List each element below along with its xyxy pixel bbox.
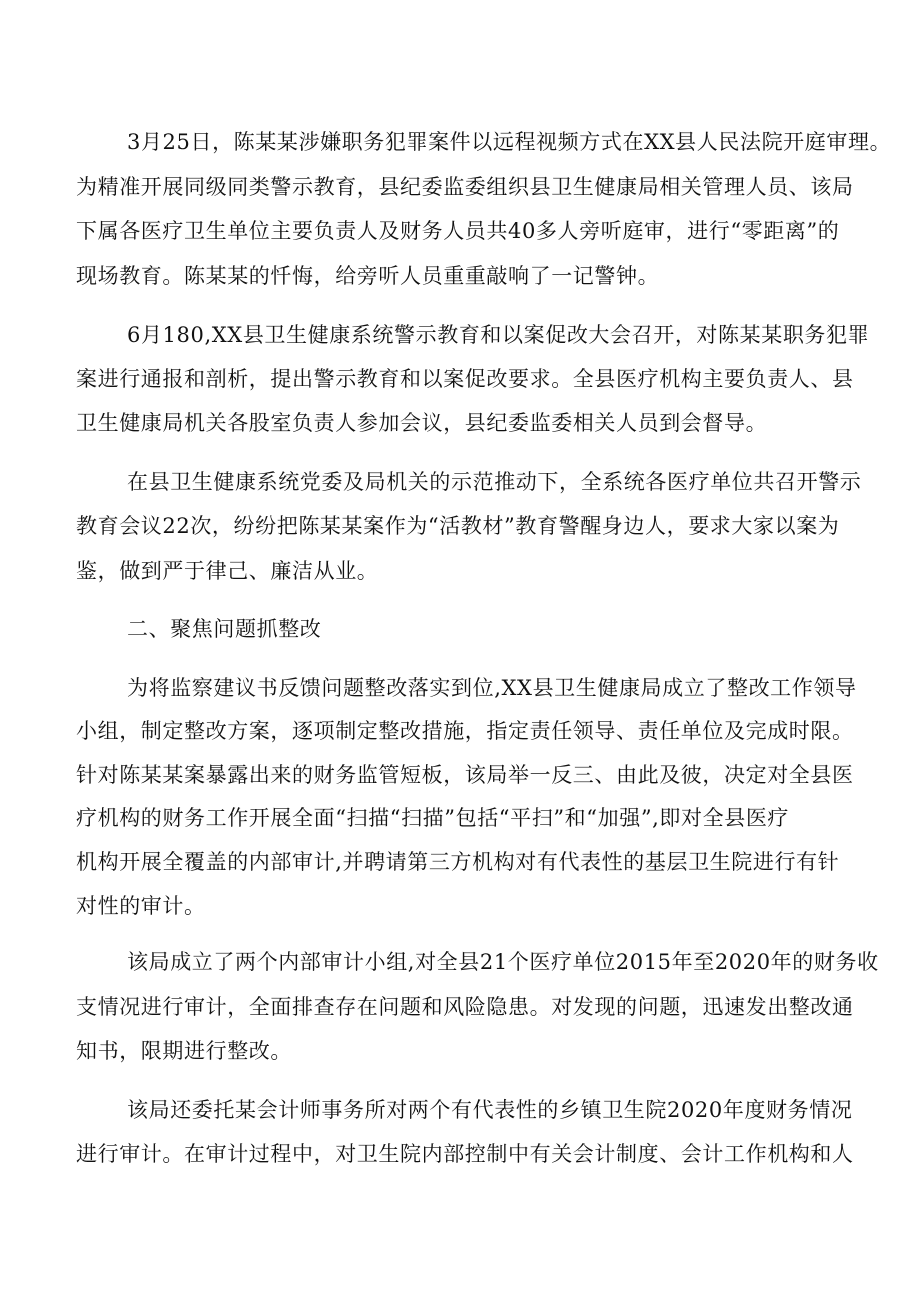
paragraph-1-line-1: 3月25日，陈某某涉嫌职务犯罪案件以远程视频方式在XX县人民法院开庭审理。	[127, 130, 892, 154]
paragraph-1-line-3: 下属各医疗卫生单位主要负责人及财务人员共40多人旁听庭审，进行“零距离”的	[76, 219, 840, 243]
paragraph-4-line-2: 小组，制定整改方案，逐项制定整改措施，指定责任领导、责任单位及完成时限。	[76, 719, 854, 743]
paragraph-4-line-5: 机构开展全覆盖的内部审计,并聘请第三方机构对有代表性的基层卫生院进行有针	[76, 850, 840, 874]
paragraph-2-line-3: 卫生健康局机关各股室负责人参加会议，县纪委监委相关人员到会督导。	[76, 411, 768, 435]
paragraph-2-line-1: 6月180,XX县卫生健康系统警示教育和以案促改大会召开，对陈某某职务犯罪	[127, 323, 870, 347]
paragraph-5-line-3: 知书，限期进行整改。	[76, 1039, 292, 1063]
paragraph-3-line-3: 鉴，做到严于律己、廉洁从业。	[76, 559, 379, 583]
paragraph-1-line-4: 现场教育。陈某某的忏悔，给旁听人员重重敲响了一记警钟。	[76, 264, 660, 288]
paragraph-3-line-1: 在县卫生健康系统党委及局机关的示范推动下，全系统各医疗单位共召开警示	[127, 470, 862, 494]
paragraph-4-line-6: 对性的审计。	[76, 894, 206, 918]
paragraph-4-line-3: 针对陈某某案暴露出来的财务监管短板，该局举一反三、由此及彼，决定对全县医	[76, 763, 854, 787]
paragraph-4-line-4: 疗机构的财务工作开展全面“扫描“扫描”包括“平扫”和“加强”,即对全县医疗	[76, 806, 790, 830]
paragraph-4-line-1: 为将监察建议书反馈问题整改落实到位,XX县卫生健康局成立了整改工作领导	[127, 676, 857, 700]
paragraph-6-line-2: 进行审计。在审计过程中，对卫生院内部控制中有关会计制度、会计工作机构和人	[76, 1142, 854, 1166]
paragraph-6-line-1: 该局还委托某会计师事务所对两个有代表性的乡镇卫生院2020年度财务情况	[127, 1098, 853, 1122]
paragraph-5-line-2: 支情况进行审计，全面排查存在问题和风险隐患。对发现的问题，迅速发出整改通	[76, 995, 854, 1019]
paragraph-3-line-2: 教育会议22次，纷纷把陈某某案作为“活教材”教育警醒身边人，要求大家以案为	[76, 514, 840, 538]
paragraph-1-line-2: 为精准开展同级同类警示教育，县纪委监委组织县卫生健康局相关管理人员、该局	[76, 175, 854, 199]
paragraph-2-line-2: 案进行通报和剖析，提出警示教育和以案促改要求。全县医疗机构主要负责人、县	[76, 367, 854, 391]
paragraph-5-line-1: 该局成立了两个内部审计小组,对全县21个医疗单位2015年至2020年的财务收	[127, 950, 879, 974]
section-heading: 二、聚焦问题抓整改	[127, 617, 322, 641]
